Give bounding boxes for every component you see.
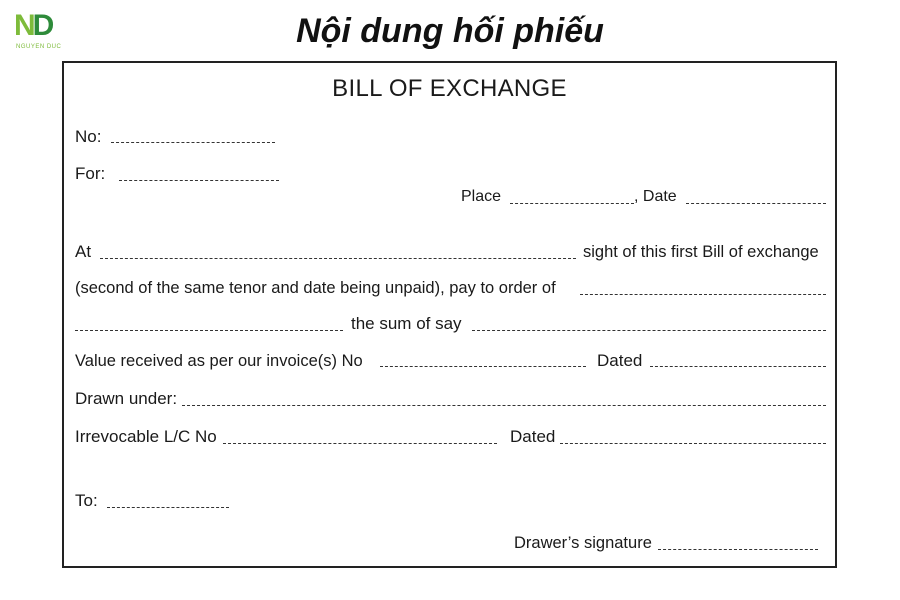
- place-field[interactable]: [510, 203, 634, 204]
- sight-text: sight of this first Bill of exchange: [583, 243, 819, 261]
- invoice-dated-label: Dated: [597, 351, 643, 370]
- place-label: Place: [461, 188, 502, 205]
- signature-label: Drawer’s signature: [514, 534, 652, 552]
- page-title: Nội dung hối phiếu: [296, 12, 604, 50]
- drawn-under-field[interactable]: [182, 405, 826, 406]
- date-field[interactable]: [686, 203, 826, 204]
- lc-dated-field[interactable]: [560, 443, 826, 444]
- for-label: For:: [75, 164, 106, 183]
- bill-of-exchange-form: [62, 61, 837, 568]
- signature-field[interactable]: [658, 549, 818, 550]
- second-text: (second of the same tenor and date being unpaid), pay to order of: [75, 279, 556, 297]
- logo-letter-n: N: [14, 9, 33, 42]
- logo-letter-d: D: [32, 9, 52, 42]
- at-label: At: [75, 242, 92, 261]
- sum-text: the sum of say: [351, 314, 462, 333]
- value-received-label: Value received as per our invoice(s) No: [75, 352, 363, 370]
- logo-text: NGUYEN DUC: [16, 44, 62, 50]
- lc-label: Irrevocable L/C No: [75, 427, 217, 446]
- at-field[interactable]: [100, 258, 576, 259]
- date-label: , Date: [634, 188, 677, 205]
- invoice-dated-field[interactable]: [650, 366, 826, 367]
- drawn-under-label: Drawn under:: [75, 389, 178, 408]
- pay-to-order-field[interactable]: [580, 294, 826, 295]
- sum-field[interactable]: [472, 330, 826, 331]
- to-field[interactable]: [107, 507, 229, 508]
- lc-dated-label: Dated: [510, 427, 556, 446]
- to-label: To:: [75, 491, 98, 510]
- form-title: BILL OF EXCHANGE: [332, 75, 567, 102]
- payee-continued-field[interactable]: [75, 330, 343, 331]
- lc-no-field[interactable]: [223, 443, 497, 444]
- no-label: No:: [75, 127, 102, 146]
- for-field[interactable]: [119, 180, 279, 181]
- no-field[interactable]: [111, 142, 275, 143]
- invoice-no-field[interactable]: [380, 366, 586, 367]
